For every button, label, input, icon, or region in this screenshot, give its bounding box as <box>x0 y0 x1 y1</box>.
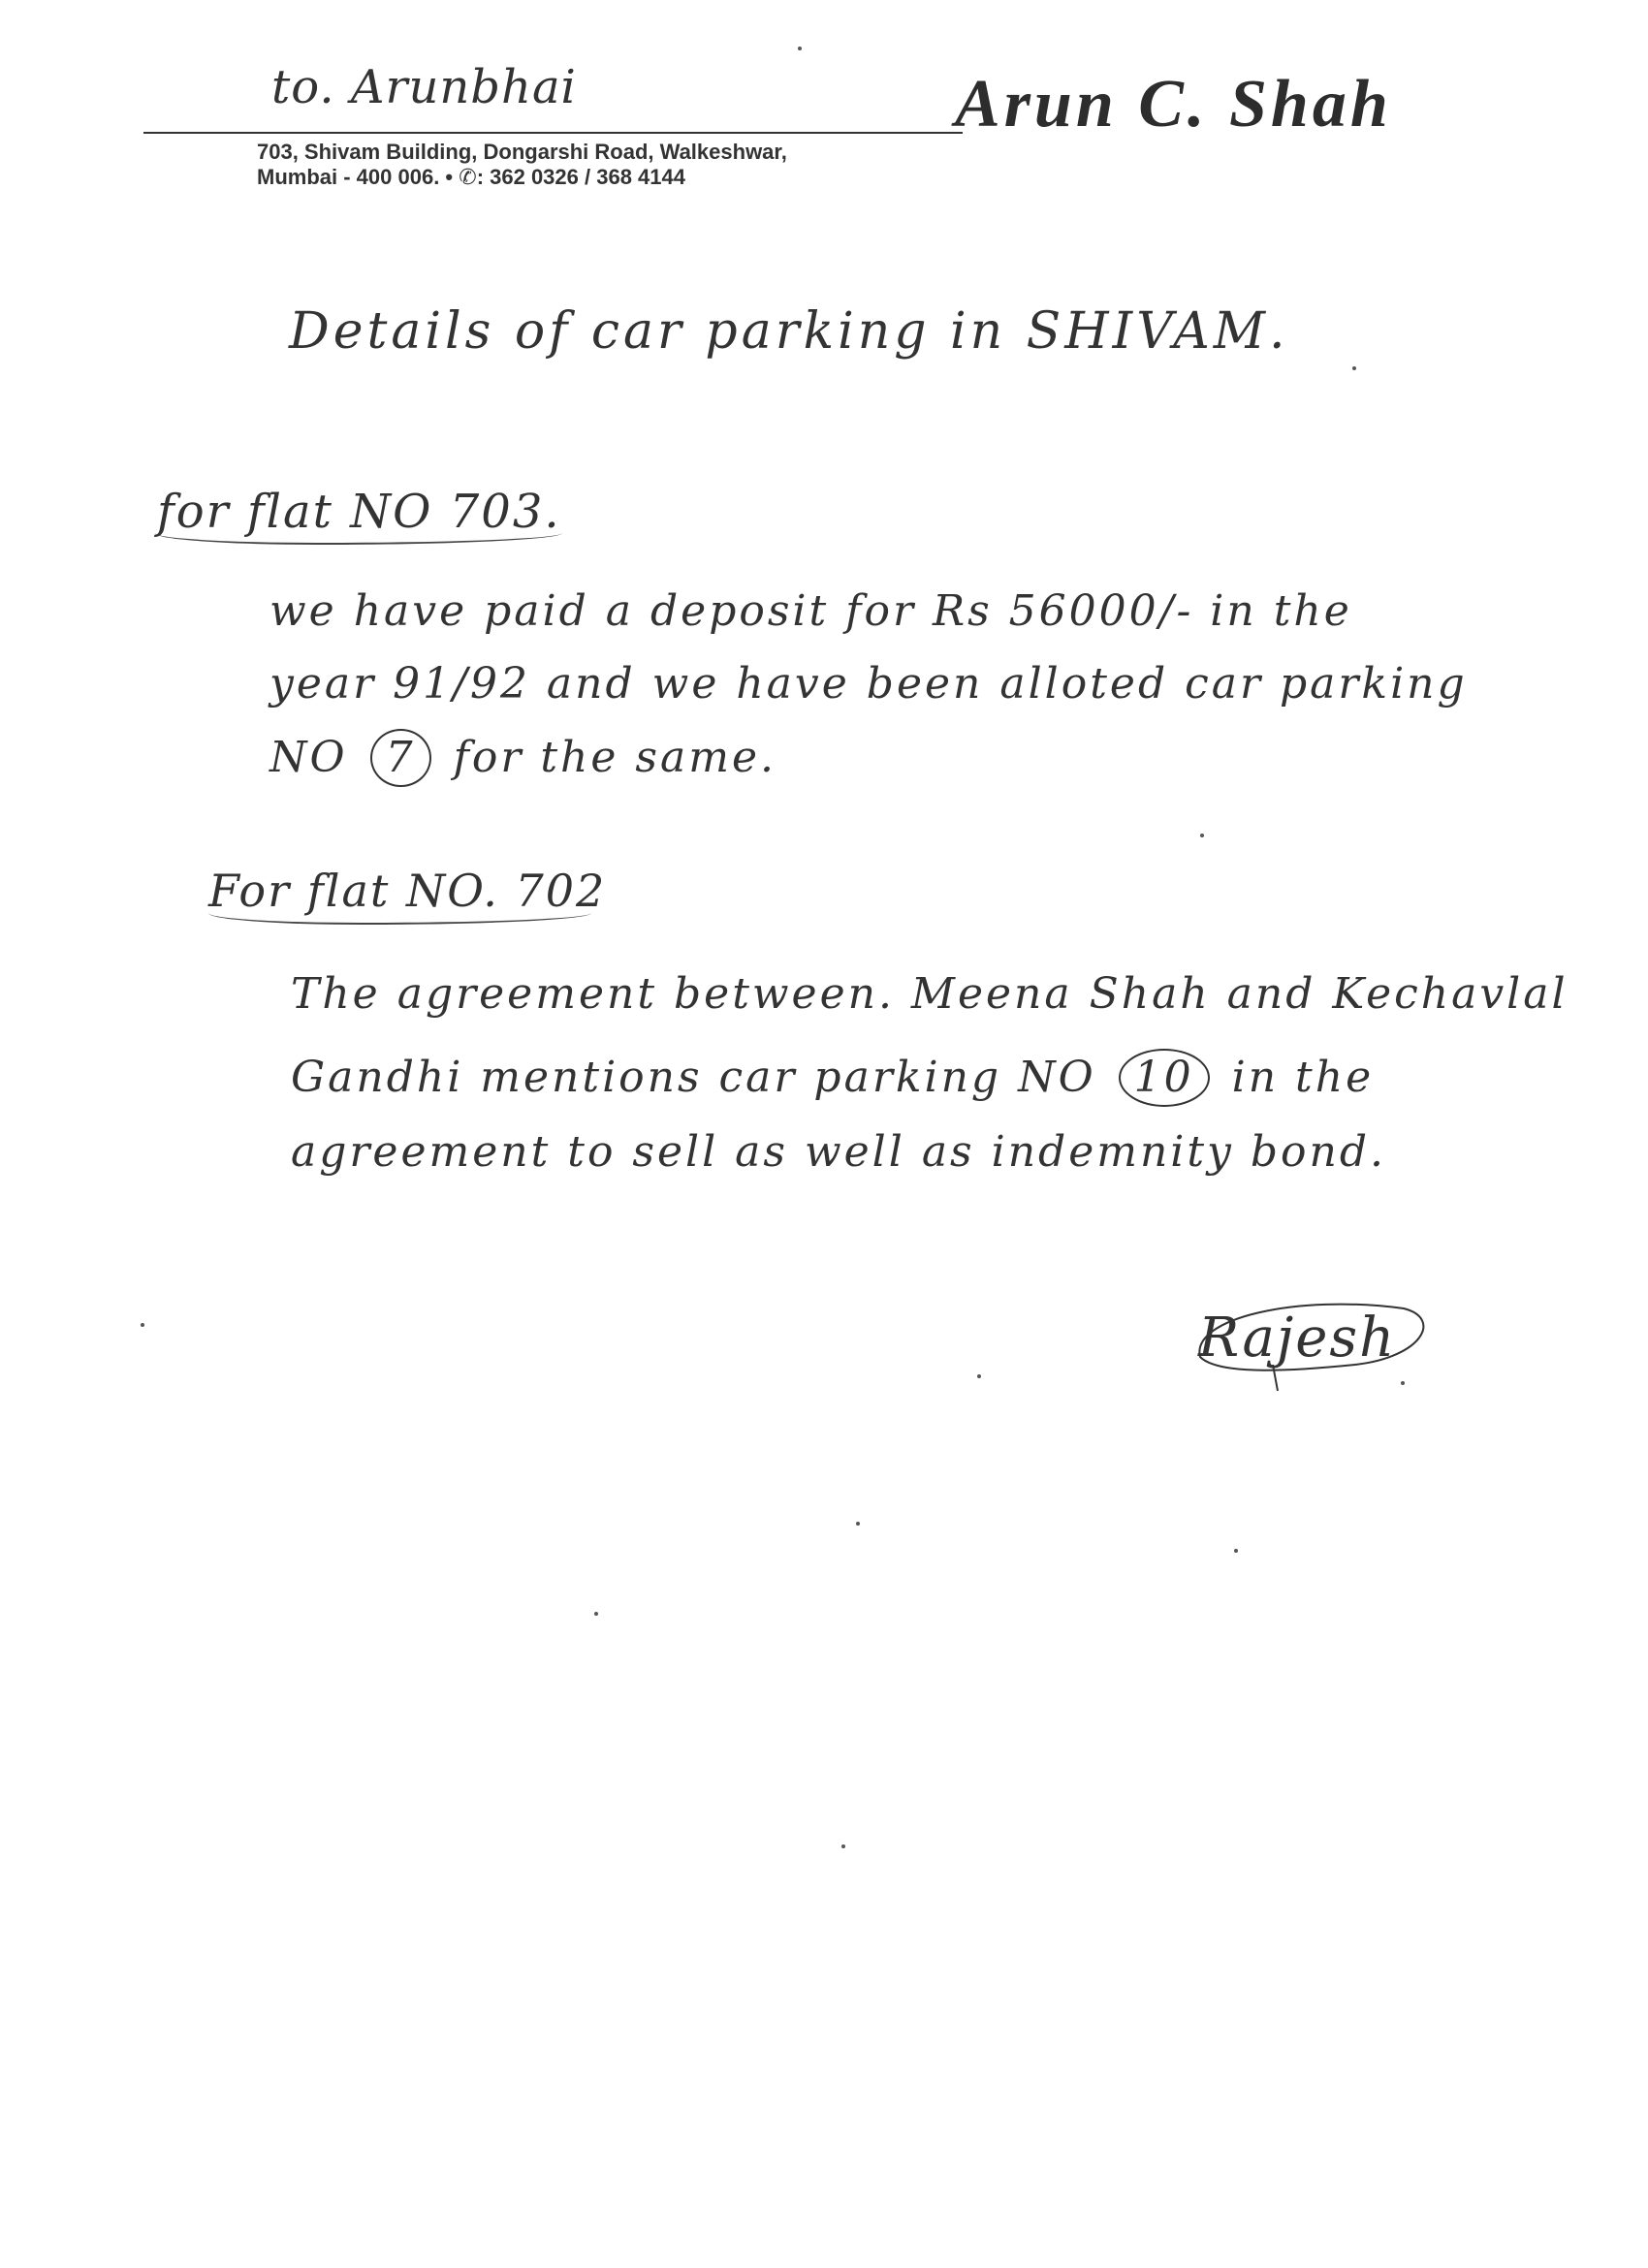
page-title: Details of car parking in SHIVAM. <box>289 302 1289 361</box>
letterhead-address <box>257 140 787 190</box>
section-heading-flat-703: for flat NO 703. <box>157 485 561 539</box>
section1-line-1: we have paid a deposit for Rs 56000/- in the <box>269 586 1352 636</box>
scan-speck <box>594 1612 598 1616</box>
address-line-1: 703, Shivam Building, Dongarshi Road, Walkeshwar, <box>257 140 787 164</box>
addressee-note: to. Arunbhai <box>271 60 577 114</box>
signature <box>1181 1289 1442 1396</box>
phone-icon: ✆ <box>459 165 477 189</box>
scan-speck <box>1234 1549 1238 1553</box>
scan-speck <box>977 1374 981 1378</box>
section2-line-1: The agreement between. Meena Shah and Kechavlal <box>291 969 1569 1019</box>
scan-speck <box>856 1522 860 1526</box>
section1-line-2: year 91/92 and we have been alloted car parking <box>269 659 1468 709</box>
address-line-2 <box>257 165 787 190</box>
section1-line-3 <box>269 729 776 787</box>
section-heading-underline <box>208 913 591 925</box>
section2-line-2 <box>291 1049 1374 1107</box>
section1-line-3-rest: for the same. <box>453 733 776 782</box>
scan-speck <box>841 1844 845 1848</box>
circled-parking-number: 7 <box>370 729 431 787</box>
section-heading-underline <box>155 533 562 545</box>
scan-speck <box>798 47 802 50</box>
address-city: Mumbai - 400 006. • <box>257 165 454 189</box>
letterhead-name: Arun C. Shah <box>955 67 1392 142</box>
scan-speck <box>1200 834 1204 837</box>
letterhead-rule <box>143 132 963 134</box>
phone-numbers: : 362 0326 / 368 4144 <box>476 165 685 189</box>
scan-speck <box>141 1323 144 1327</box>
section2-line-3: agreement to sell as well as indemnity bond. <box>291 1127 1387 1177</box>
section2-line-2-start: Gandhi mentions car parking NO <box>291 1053 1096 1102</box>
section-heading-flat-702: For flat NO. 702 <box>208 865 607 917</box>
scan-speck <box>1401 1381 1405 1385</box>
scan-speck <box>1352 366 1356 370</box>
signature-text: Rajesh <box>1198 1307 1397 1370</box>
circled-parking-number: 10 <box>1119 1049 1210 1107</box>
parking-no-label: NO <box>269 733 348 782</box>
section2-line-2-end: in the <box>1231 1053 1375 1102</box>
